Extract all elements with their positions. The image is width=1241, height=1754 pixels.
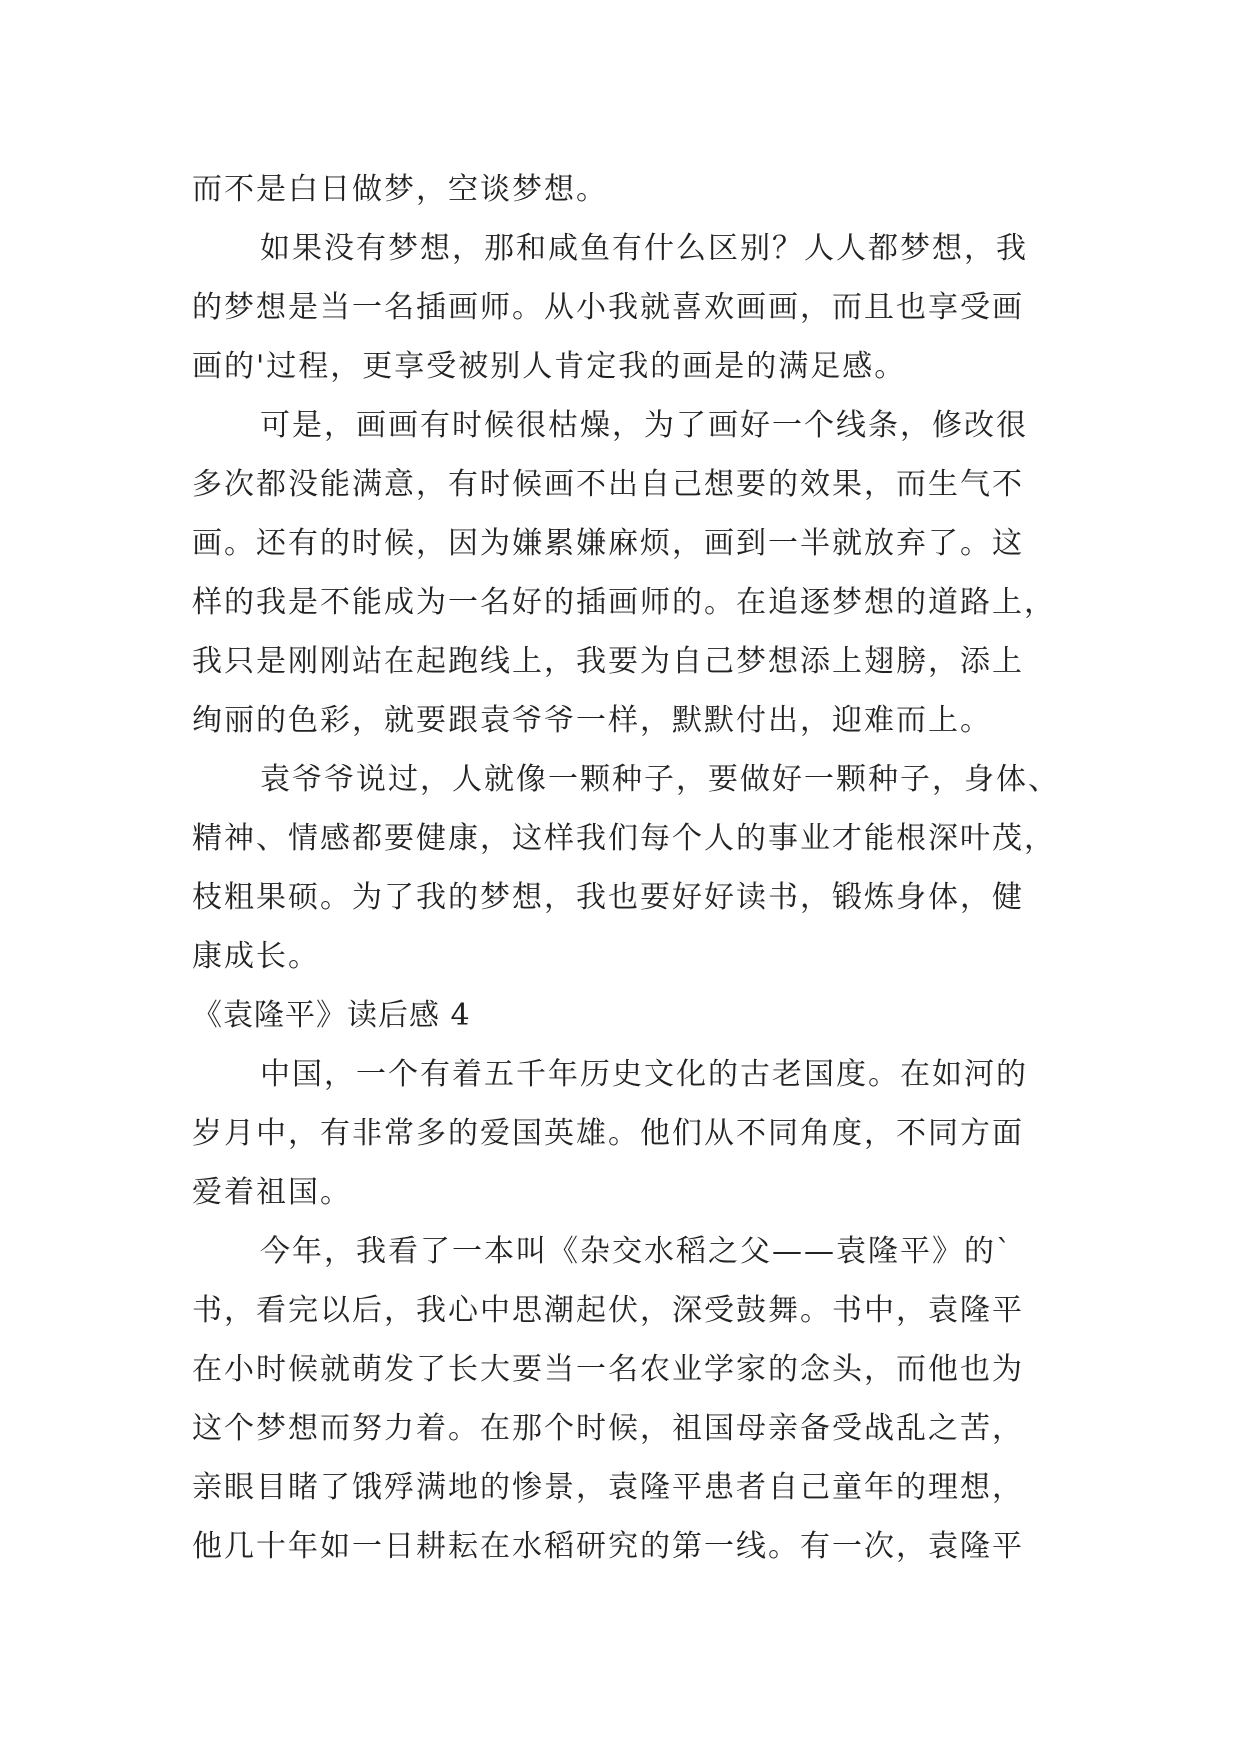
paragraph-line: 康成长。 bbox=[192, 939, 320, 974]
paragraph-line: 他几十年如一日耕耘在水稻研究的第一线。有一次，袁隆平 bbox=[192, 1529, 1024, 1564]
paragraph-line: 爱着祖国。 bbox=[192, 1175, 352, 1210]
paragraph-line: 今年，我看了一本叫《杂交水稻之父——袁隆平》的` bbox=[260, 1234, 1013, 1269]
section-heading: 《袁隆平》读后感 4 bbox=[192, 998, 471, 1033]
paragraph-line: 袁爷爷说过，人就像一颗种子，要做好一颗种子，身体、 bbox=[260, 762, 1060, 797]
paragraph-line: 样的我是不能成为一名好的插画师的。在追逐梦想的道路上， bbox=[192, 585, 1056, 620]
paragraph-line: 在小时候就萌发了长大要当一名农业学家的念头，而他也为 bbox=[192, 1352, 1024, 1387]
paragraph-line: 我只是刚刚站在起跑线上，我要为自己梦想添上翅膀，添上 bbox=[192, 644, 1024, 679]
paragraph-line: 如果没有梦想，那和咸鱼有什么区别？人人都梦想，我 bbox=[260, 231, 1028, 266]
paragraph-line: 书，看完以后，我心中思潮起伏，深受鼓舞。书中，袁隆平 bbox=[192, 1293, 1024, 1328]
paragraph-line: 这个梦想而努力着。在那个时候，祖国母亲备受战乱之苦， bbox=[192, 1411, 1024, 1446]
paragraph-line: 岁月中，有非常多的爱国英雄。他们从不同角度，不同方面 bbox=[192, 1116, 1024, 1151]
paragraph-line: 的梦想是当一名插画师。从小我就喜欢画画，而且也享受画 bbox=[192, 290, 1024, 325]
paragraph-line: 绚丽的色彩，就要跟袁爷爷一样，默默付出，迎难而上。 bbox=[192, 703, 992, 738]
paragraph-line: 画的'过程，更享受被别人肯定我的画是的满足感。 bbox=[192, 349, 907, 384]
document-body bbox=[192, 160, 1060, 1576]
paragraph-line: 画。还有的时候，因为嫌累嫌麻烦，画到一半就放弃了。这 bbox=[192, 526, 1024, 561]
paragraph-line: 可是，画画有时候很枯燥，为了画好一个线条，修改很 bbox=[260, 408, 1028, 443]
paragraph-line: 而不是白日做梦，空谈梦想。 bbox=[192, 172, 608, 207]
paragraph-line: 中国，一个有着五千年历史文化的古老国度。在如河的 bbox=[260, 1057, 1028, 1092]
paragraph-line: 精神、情感都要健康，这样我们每个人的事业才能根深叶茂， bbox=[192, 821, 1056, 856]
paragraph-line: 多次都没能满意，有时候画不出自己想要的效果，而生气不 bbox=[192, 467, 1024, 502]
paragraph-line: 亲眼目睹了饿殍满地的惨景，袁隆平患者自己童年的理想， bbox=[192, 1470, 1024, 1505]
paragraph-line: 枝粗果硕。为了我的梦想，我也要好好读书，锻炼身体，健 bbox=[192, 880, 1024, 915]
